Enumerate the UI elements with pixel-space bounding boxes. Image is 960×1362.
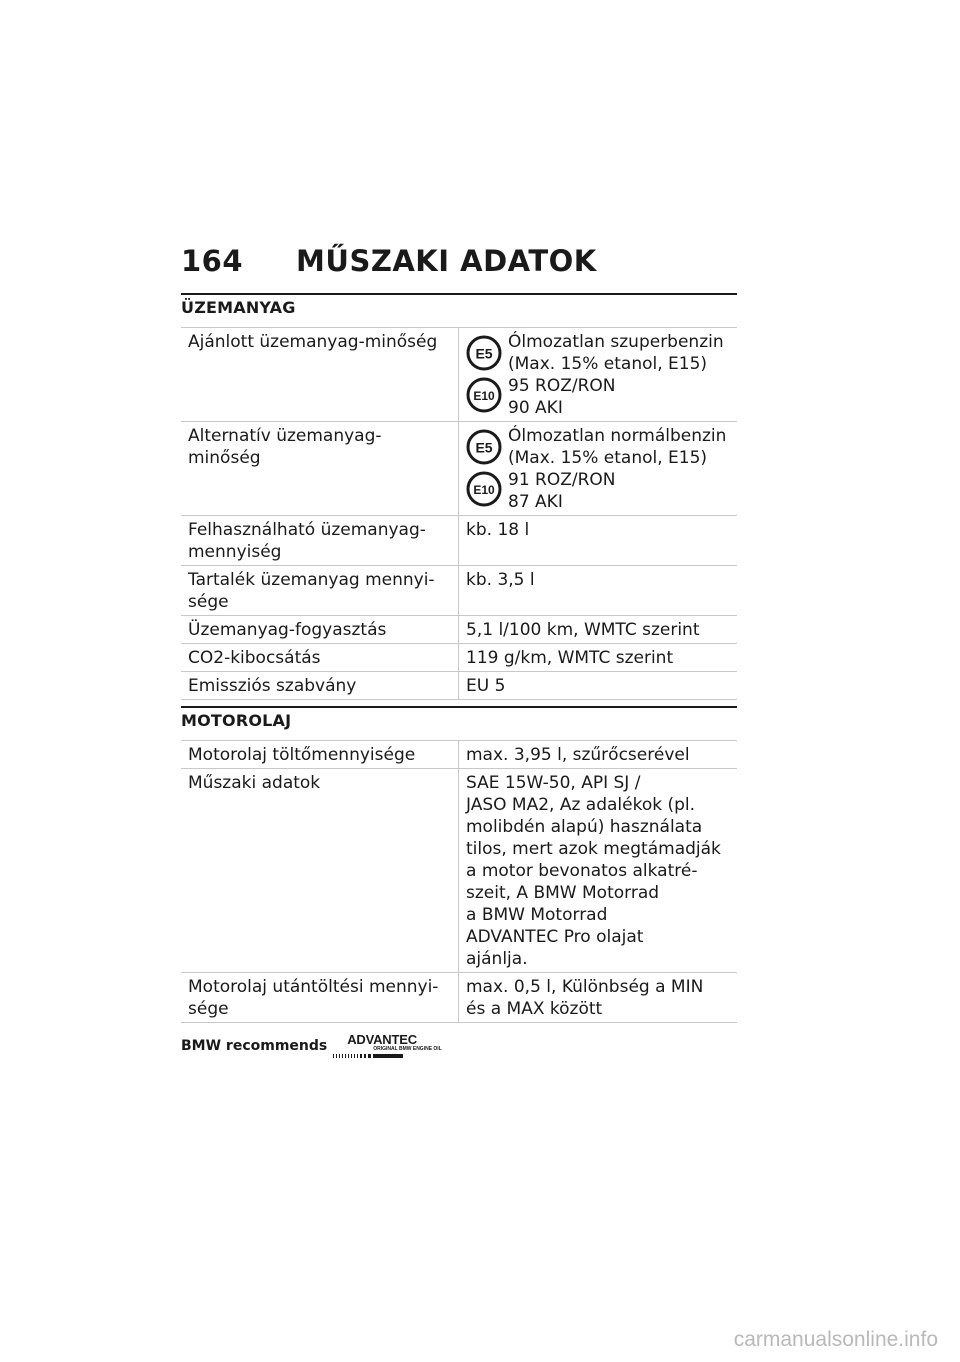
e10-icon-label: E10: [473, 483, 495, 497]
table-row: [181, 741, 737, 769]
spec-value: kb. 3,5 l: [459, 566, 738, 616]
e5-icon-label: E5: [475, 345, 493, 362]
logo-main-text: ADVANTEC: [347, 1032, 417, 1047]
spec-value: [459, 422, 738, 516]
table-row: [181, 566, 737, 616]
spec-value: EU 5: [459, 672, 738, 700]
e5-icon-label: E5: [475, 439, 493, 456]
e5-fuel-icon: [466, 335, 502, 371]
fuel-icons: [466, 331, 508, 419]
e10-fuel-icon: [466, 471, 502, 507]
fuel-icons: [466, 425, 508, 513]
spec-value: 5,1 l/100 km, WMTC szerint: [459, 616, 738, 644]
spec-label: Felhasználható üzemanyag- mennyiség: [181, 516, 459, 566]
page-title: [181, 244, 597, 278]
fuel-quality-text: Ólmozatlan normálbenzin (Max. 15% etanol, E15) 91 ROZ/RON 87 AKI: [508, 426, 727, 512]
spec-label: Ajánlott üzemanyag-minőség: [181, 328, 459, 422]
table-row: [181, 422, 737, 516]
footer-recommendation: [181, 1032, 445, 1060]
section-heading-oil: MOTOROLAJ: [181, 706, 737, 730]
table-row: [181, 516, 737, 566]
fuel-table: [181, 327, 737, 700]
footer-text: BMW recommends: [181, 1038, 328, 1054]
spec-value: max. 3,95 l, szűrőcserével: [459, 741, 738, 769]
e10-fuel-icon: [466, 377, 502, 413]
e10-icon-label: E10: [473, 389, 495, 403]
spec-label: Tartalék üzemanyag mennyi- sége: [181, 566, 459, 616]
spec-value: SAE 15W-50, API SJ / JASO MA2, Az adalékok (pl. molibdén alapú) használata tilos, mert azok megtámadják a motor bevonatos alkatré- szeit, A BMW Motorrad a BMW Motorrad ADVANTEC Pro olajat ajánlja.: [459, 769, 738, 973]
table-row: [181, 644, 737, 672]
spec-value: 119 g/km, WMTC szerint: [459, 644, 738, 672]
spec-label: Műszaki adatok: [181, 769, 459, 973]
fuel-quality-text: Ólmozatlan szuperbenzin (Max. 15% etanol, E15) 95 ROZ/RON 90 AKI: [508, 332, 724, 418]
table-row: [181, 672, 737, 700]
advantec-logo: [333, 1032, 445, 1060]
chapter-title: MŰSZAKI ADATOK: [296, 244, 597, 278]
logo-sub-text: ORIGINAL BMW ENGINE OIL: [373, 1046, 442, 1052]
spec-value: [459, 328, 738, 422]
oil-table: [181, 740, 737, 1023]
table-row: [181, 769, 737, 973]
section-heading-fuel: ÜZEMANYAG: [181, 293, 737, 317]
logo-stripe-icon: [333, 1054, 403, 1058]
spec-label: Motorolaj utántöltési mennyi- sége: [181, 973, 459, 1023]
page-number: 164: [181, 244, 244, 278]
spec-label: Üzemanyag-fogyasztás: [181, 616, 459, 644]
spec-label: CO2-kibocsátás: [181, 644, 459, 672]
e5-fuel-icon: [466, 429, 502, 465]
spec-label: Alternatív üzemanyag-minőség: [181, 422, 459, 516]
watermark-text: carmanualsonline.info: [733, 1328, 938, 1351]
spec-label: Emissziós szabvány: [181, 672, 459, 700]
table-row: [181, 973, 737, 1023]
table-row: [181, 616, 737, 644]
spec-value: kb. 18 l: [459, 516, 738, 566]
spec-value: max. 0,5 l, Különbség a MIN és a MAX között: [459, 973, 738, 1023]
table-row: [181, 328, 737, 422]
spec-label: Motorolaj töltőmennyisége: [181, 741, 459, 769]
